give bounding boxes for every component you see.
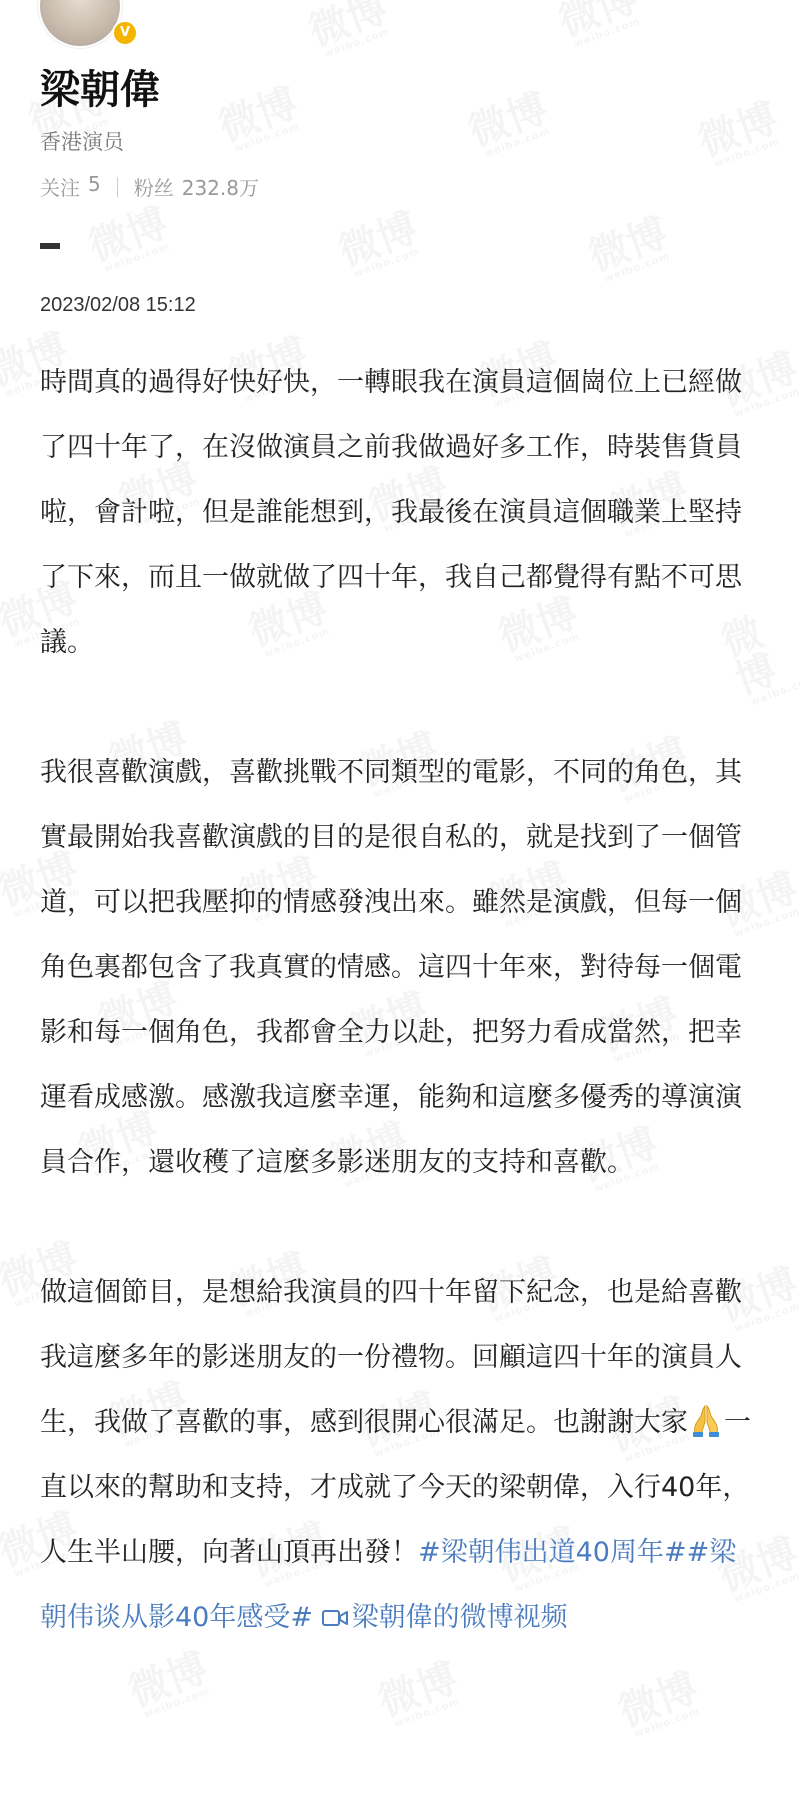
follow-count: 5	[88, 172, 101, 196]
fans-count: 232.8万	[181, 176, 259, 200]
video-icon	[322, 1608, 348, 1628]
follow-stat[interactable]	[40, 172, 101, 201]
profile-name[interactable]: 梁朝偉	[40, 67, 160, 113]
post-paragraph-3-text-b: 一直以來的幫助和支持，才成就了今天的梁朝偉，入行40年，人生半山腰，向著山頂再出發！	[40, 1407, 751, 1568]
profile-description: 香港演员	[40, 130, 124, 154]
watermark	[214, 83, 306, 157]
watermark	[614, 1668, 706, 1742]
section-divider	[40, 243, 60, 249]
avatar[interactable]	[38, 0, 122, 48]
post-paragraph-3	[40, 1260, 762, 1650]
post-paragraph-1: 時間真的過得好快好快，一轉眼我在演員這個崗位上已經做了四十年了，在沒做演員之前我做過好多工作，時裝售貨員啦，會計啦，但是誰能想到，我最後在演員這個職業上堅持了下來，而且一做就做了四十年，我自己都覺得有點不可思議。	[40, 367, 742, 658]
stats-divider	[117, 177, 118, 197]
watermark	[584, 213, 676, 287]
hashtag-link[interactable]: #梁朝伟出道40周年#	[418, 1537, 687, 1568]
watermark	[304, 0, 396, 62]
post-paragraph-2: 我很喜歡演戲，喜歡挑戰不同類型的電影，不同的角色，其實最開始我喜歡演戲的目的是很自私的，就是找到了一個管道，可以把我壓抑的情感發洩出來。雖然是演戲，但每一個角色裏都包含了我真實的情感。這四十年來，對待每一個電影和每一個角色，我都會全力以赴，把努力看成當然，把幸運看成感激。感激我這麼幸運，能夠和這麼多優秀的導演演員合作，還收穫了這麼多影迷朋友的支持和喜歡。	[40, 757, 742, 1178]
watermark	[554, 0, 646, 52]
follow-label: 关注	[40, 176, 80, 200]
video-link-label: 梁朝偉的微博视频	[351, 1602, 568, 1633]
folded-hands-emoji-icon	[688, 1402, 724, 1438]
watermark	[374, 1658, 466, 1732]
watermark	[124, 1648, 216, 1722]
fans-label: 粉丝	[133, 176, 174, 200]
watermark	[84, 203, 176, 277]
watermark	[464, 88, 556, 162]
fans-stat[interactable]	[134, 172, 259, 201]
profile-stats	[40, 172, 259, 201]
video-link[interactable]	[322, 1602, 568, 1633]
post-paragraph-3-text-a: 做這個節目，是想給我演員的四十年留下紀念，也是給喜歡我這麼多年的影迷朋友的一份禮物。回顧這四十年的演員人生，我做了喜歡的事，感到很開心很滿足。也謝謝大家	[40, 1277, 742, 1438]
watermark	[694, 98, 786, 172]
post-timestamp: 2023/02/08 15:12	[40, 294, 196, 316]
hashtag-link[interactable]: #梁朝伟谈从影40年感受#	[40, 1537, 737, 1633]
watermark	[334, 208, 426, 282]
verified-v-icon: V	[112, 20, 138, 46]
post-content	[40, 350, 762, 1650]
